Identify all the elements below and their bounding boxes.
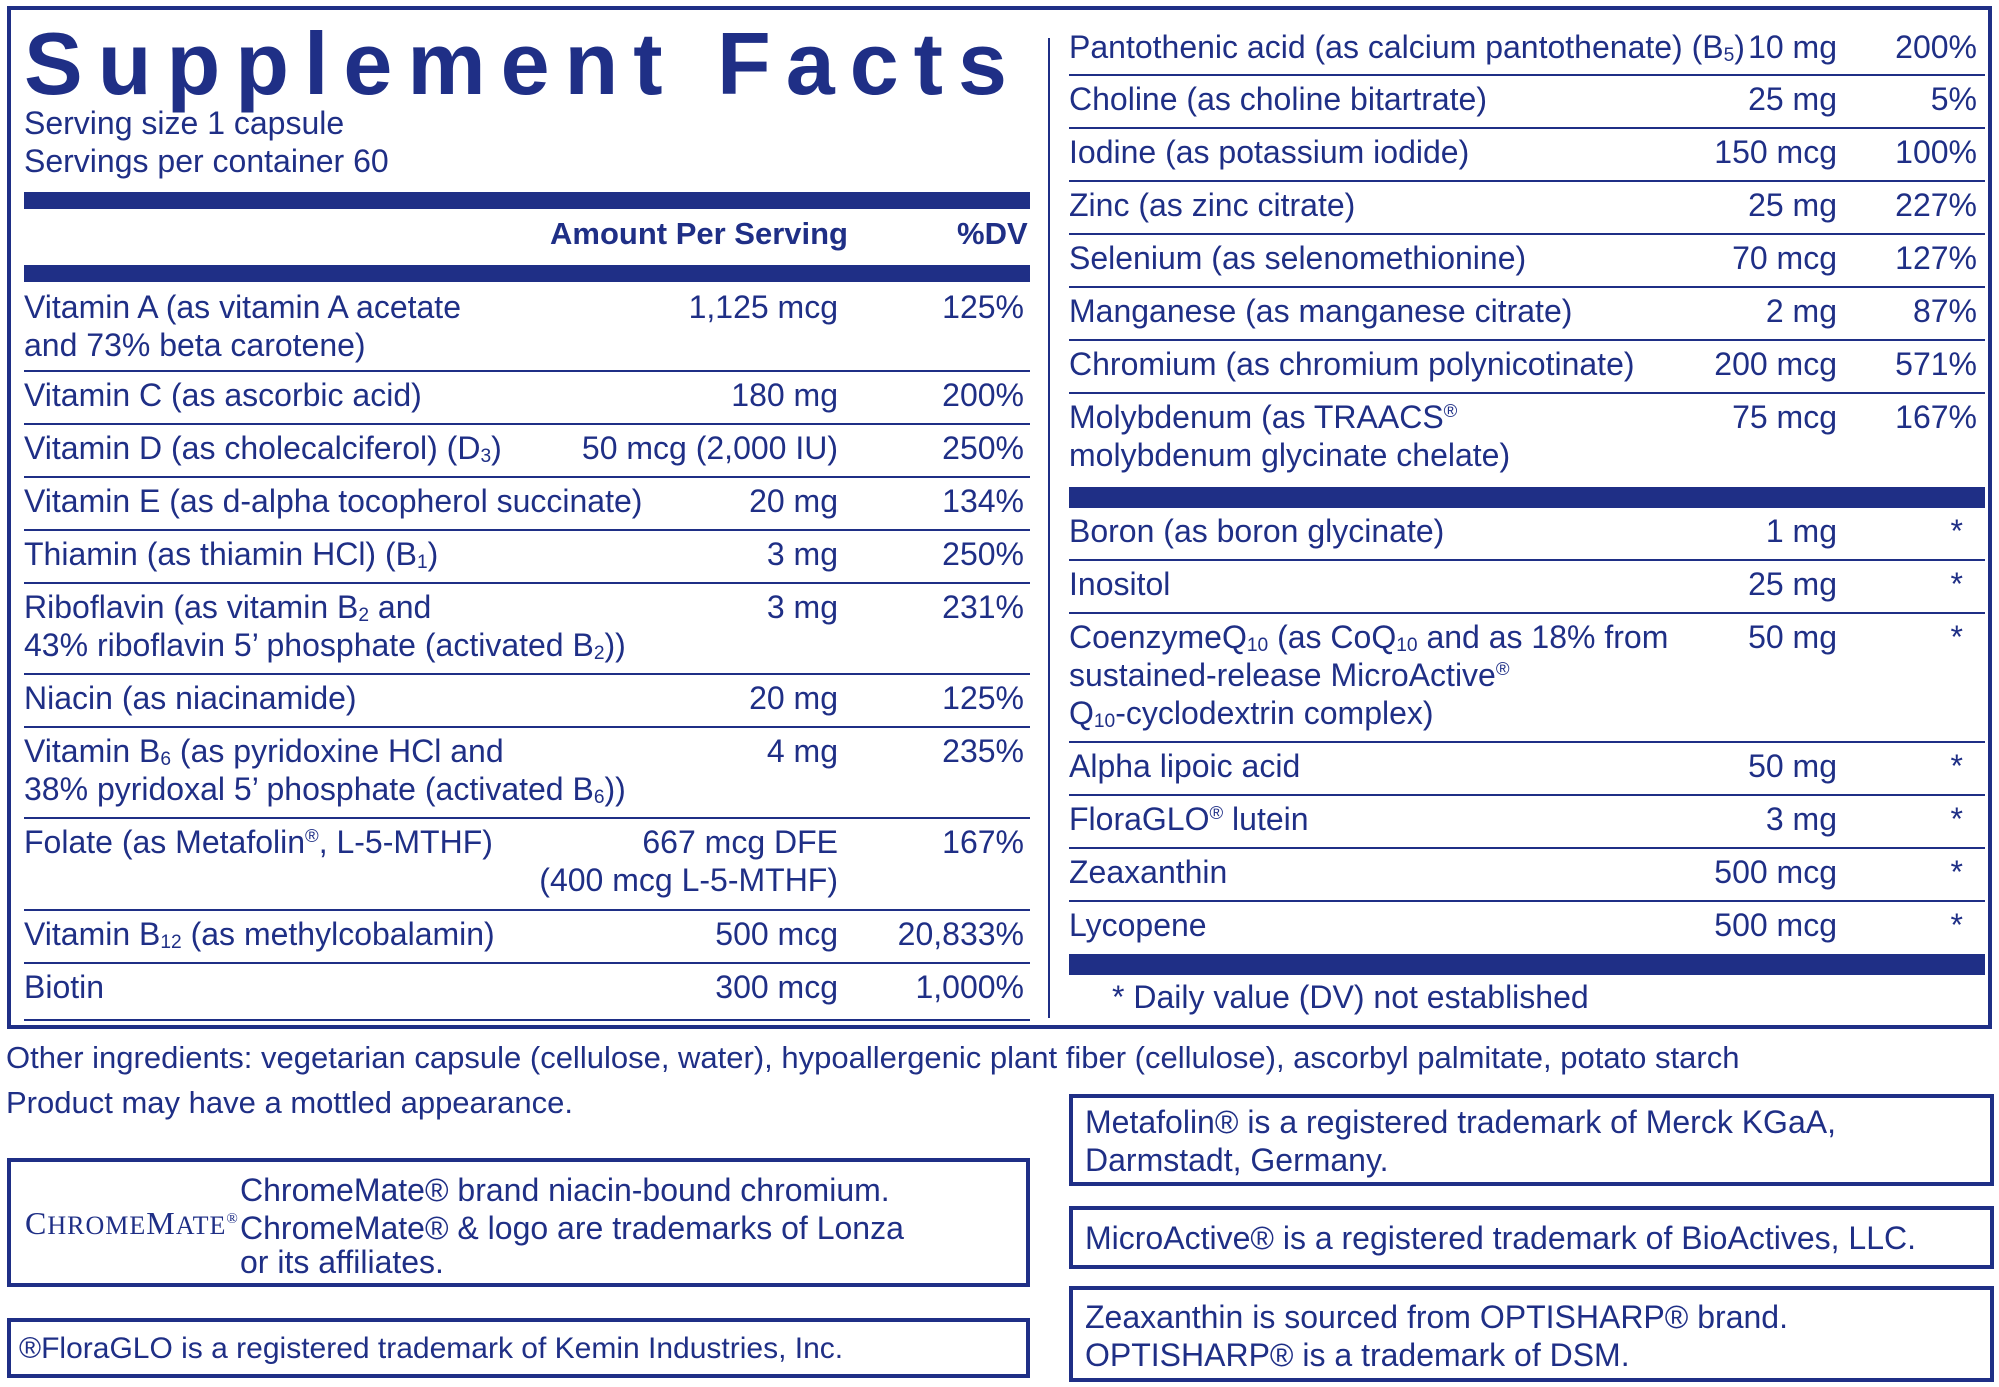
nutrient-name-subscript: 2 bbox=[358, 605, 370, 626]
nutrient-amount: 10 mg bbox=[1748, 29, 1837, 65]
nutrient-name bbox=[24, 915, 495, 953]
nutrient-name bbox=[1069, 853, 1227, 891]
nutrient-name-text: ) bbox=[491, 430, 502, 466]
nutrient-dv: 250% bbox=[942, 430, 1024, 466]
header-amount: Amount Per Serving bbox=[550, 216, 848, 251]
nutrient-name bbox=[1069, 747, 1300, 785]
nutrient-name bbox=[1069, 186, 1355, 224]
nutrient-name-text: Thiamin (as thiamin HCl) (B bbox=[24, 536, 417, 572]
nutrient-name-subscript: 10 bbox=[1246, 635, 1269, 656]
nutrient-name bbox=[24, 823, 493, 861]
metafolin-line1: Metafolin® is a registered trademark of Merck KGaA, bbox=[1085, 1104, 1836, 1140]
nutrient-dv: * bbox=[1950, 566, 1963, 602]
nutrient-name-text: and bbox=[369, 589, 432, 625]
nutrient-dv: 167% bbox=[1895, 399, 1977, 435]
nutrient-dv: * bbox=[1950, 619, 1963, 655]
nutrient-name-text: Zinc (as zinc citrate) bbox=[1069, 187, 1356, 223]
nutrient-name bbox=[1069, 618, 1668, 732]
floraglo-box bbox=[7, 1318, 1030, 1378]
zeaxanthin-box bbox=[1069, 1286, 1994, 1382]
microactive-box bbox=[1069, 1206, 1994, 1269]
nutrient-name-text: Manganese (as manganese citrate) bbox=[1069, 293, 1573, 329]
nutrient-dv: 227% bbox=[1895, 187, 1977, 223]
nutrient-dv: 125% bbox=[942, 680, 1024, 716]
chromemate-line1: ChromeMate® brand niacin-bound chromium. bbox=[240, 1172, 890, 1208]
nutrient-amount: 3 mg bbox=[766, 589, 838, 625]
floraglo-note: ®FloraGLO is a registered trademark of Kemin Industries, Inc. bbox=[19, 1332, 844, 1365]
mottled-note: Product may have a mottled appearance. bbox=[6, 1085, 573, 1120]
column-divider bbox=[1048, 38, 1050, 1018]
nutrient-name-text: Folate (as Metafolin bbox=[24, 824, 306, 860]
chromemate-line2: ChromeMate® & logo are trademarks of Lonza bbox=[240, 1210, 904, 1246]
nutrient-name-subscript: 2 bbox=[593, 643, 605, 664]
nutrient-dv: 5% bbox=[1930, 81, 1977, 117]
left-row bbox=[24, 964, 1030, 1021]
left-row bbox=[24, 728, 1030, 819]
nutrient-name-superscript: ® bbox=[1209, 802, 1224, 823]
left-row bbox=[24, 584, 1030, 675]
chromemate-line3: or its affiliates. bbox=[240, 1244, 444, 1280]
left-row bbox=[24, 372, 1030, 425]
nutrient-name-subscript: 5 bbox=[1723, 45, 1735, 66]
metafolin-box bbox=[1069, 1094, 1994, 1186]
right2-row bbox=[1069, 743, 1985, 796]
nutrient-name-text: Vitamin E (as d-alpha tocopherol succinate) bbox=[24, 483, 643, 519]
right2-row bbox=[1069, 508, 1985, 561]
nutrient-name bbox=[1069, 345, 1635, 383]
nutrient-name-text: Q bbox=[1069, 695, 1094, 731]
nutrient-name-text: Vitamin C (as ascorbic acid) bbox=[24, 377, 422, 413]
left-row bbox=[24, 531, 1030, 584]
nutrient-name-text: , L-5-MTHF) bbox=[318, 824, 493, 860]
nutrient-dv: 134% bbox=[942, 483, 1024, 519]
nutrient-dv: 200% bbox=[1895, 29, 1977, 65]
nutrient-name-text: Vitamin D (as cholecalciferol) (D bbox=[24, 430, 481, 466]
nutrient-name bbox=[1069, 28, 1745, 66]
right-row bbox=[1069, 394, 1985, 489]
nutrient-amount: 180 mg bbox=[731, 377, 838, 413]
nutrient-dv: 571% bbox=[1895, 346, 1977, 382]
nutrient-name-text: -cyclodextrin complex) bbox=[1115, 695, 1434, 731]
nutrient-amount: 4 mg bbox=[766, 733, 838, 769]
nutrient-name-text: Biotin bbox=[24, 969, 105, 1005]
serving-size: Serving size 1 capsule bbox=[24, 105, 345, 141]
nutrient-name bbox=[1069, 398, 1510, 474]
nutrient-amount: 75 mcg bbox=[1732, 399, 1837, 435]
left-row bbox=[24, 425, 1030, 478]
left-row bbox=[24, 284, 1030, 372]
nutrient-name bbox=[1069, 800, 1309, 838]
nutrient-name-text: )) bbox=[604, 627, 626, 663]
nutrient-name-subscript: 1 bbox=[416, 552, 428, 573]
nutrient-name-text: sustained-release MicroActive bbox=[1069, 657, 1496, 693]
nutrient-amount: 500 mcg bbox=[1714, 854, 1837, 890]
nutrient-name bbox=[1069, 906, 1207, 944]
nutrient-name bbox=[24, 288, 461, 364]
right-row bbox=[1069, 235, 1985, 288]
nutrient-dv: * bbox=[1950, 907, 1963, 943]
chromemate-logo: CHROMEMATE® bbox=[25, 1205, 239, 1241]
right2-row bbox=[1069, 902, 1985, 956]
nutrient-amount: 3 mg bbox=[766, 536, 838, 572]
nutrient-amount: 2 mg bbox=[1765, 293, 1837, 329]
right2-row bbox=[1069, 796, 1985, 849]
nutrient-dv: 87% bbox=[1912, 293, 1977, 329]
thick-rule-header bbox=[24, 265, 1030, 282]
nutrient-dv: 231% bbox=[942, 589, 1024, 625]
nutrient-name bbox=[1069, 239, 1526, 277]
metafolin-line2: Darmstadt, Germany. bbox=[1085, 1142, 1389, 1178]
nutrient-name-text: Boron (as boron glycinate) bbox=[1069, 513, 1445, 549]
thick-rule-right-mid bbox=[1069, 489, 1985, 508]
nutrient-name bbox=[24, 535, 438, 573]
nutrient-name-subscript: 6 bbox=[593, 787, 605, 808]
nutrient-amount: 200 mcg bbox=[1714, 346, 1837, 382]
nutrient-name bbox=[24, 968, 104, 1006]
nutrient-name-text: ) bbox=[427, 536, 439, 572]
nutrient-name bbox=[24, 376, 422, 414]
nutrient-name-text: (as pyridoxine HCl and bbox=[171, 733, 504, 769]
left-row bbox=[24, 911, 1030, 964]
nutrient-amount: 50 mg bbox=[1748, 619, 1837, 655]
nutrient-name-text: lutein bbox=[1223, 801, 1309, 837]
nutrient-dv: * bbox=[1950, 854, 1963, 890]
nutrient-name-text: Vitamin B bbox=[24, 916, 161, 952]
right-row bbox=[1069, 288, 1985, 341]
nutrient-name bbox=[24, 588, 626, 664]
nutrient-name-superscript: ® bbox=[1443, 400, 1458, 421]
nutrient-name-subscript: 10 bbox=[1093, 711, 1116, 732]
left-row bbox=[24, 478, 1030, 531]
nutrient-dv: 20,833% bbox=[897, 916, 1024, 952]
footnote-dv: * Daily value (DV) not established bbox=[1112, 979, 1589, 1015]
nutrient-name bbox=[24, 732, 626, 808]
nutrient-amount: 500 mcg bbox=[1714, 907, 1837, 943]
other-ingredients: Other ingredients: vegetarian capsule (cellulose, water), hypoallergenic plant fiber (cellulose), ascorbyl palmitate, potato starch bbox=[6, 1040, 1740, 1075]
nutrient-name-superscript: ® bbox=[305, 825, 319, 846]
nutrient-amount: 70 mcg bbox=[1732, 240, 1837, 276]
nutrient-amount: 300 mcg bbox=[715, 969, 838, 1005]
nutrient-name bbox=[1069, 133, 1469, 171]
right-row bbox=[1069, 76, 1985, 129]
nutrient-name-text: Choline (as choline bitartrate) bbox=[1069, 81, 1487, 117]
nutrient-dv: 125% bbox=[942, 289, 1024, 325]
nutrient-name-text: 43% riboflavin 5’ phosphate (activated B bbox=[24, 627, 594, 663]
servings-per-container: Servings per container 60 bbox=[24, 143, 389, 179]
nutrient-name-subscript: 12 bbox=[160, 932, 182, 953]
nutrient-amount: 20 mg bbox=[749, 483, 838, 519]
nutrient-name-text: Niacin (as niacinamide) bbox=[24, 680, 357, 716]
chromemate-box bbox=[7, 1158, 1030, 1287]
thick-rule-top bbox=[24, 192, 1030, 209]
nutrient-dv: * bbox=[1950, 748, 1963, 784]
nutrient-amount: 25 mg bbox=[1748, 187, 1837, 223]
nutrient-dv: 235% bbox=[942, 733, 1024, 769]
nutrient-amount: 500 mcg bbox=[715, 916, 838, 952]
nutrient-name-text: Molybdenum (as TRAACS bbox=[1069, 399, 1444, 435]
nutrient-dv: 200% bbox=[942, 377, 1024, 413]
right-row bbox=[1069, 182, 1985, 235]
nutrient-name-text: FloraGLO bbox=[1069, 801, 1210, 837]
nutrient-name-text: (as CoQ bbox=[1268, 619, 1397, 655]
right2-row bbox=[1069, 561, 1985, 614]
zeaxanthin-line1: Zeaxanthin is sourced from OPTISHARP® brand. bbox=[1085, 1299, 1788, 1335]
left-row bbox=[24, 675, 1030, 728]
nutrient-name-subscript: 10 bbox=[1396, 635, 1418, 656]
nutrient-name-text: Lycopene bbox=[1069, 907, 1207, 943]
nutrient-dv: 127% bbox=[1895, 240, 1977, 276]
nutrient-amount: 150 mcg bbox=[1714, 134, 1837, 170]
nutrient-name bbox=[1069, 292, 1572, 330]
nutrient-name bbox=[1069, 565, 1170, 603]
nutrient-name-text: Vitamin B bbox=[24, 733, 161, 769]
nutrient-name-text: 38% pyridoxal 5’ phosphate (activated B bbox=[24, 771, 594, 807]
nutrient-dv: 1,000% bbox=[915, 969, 1024, 1005]
nutrient-name-text: Selenium (as selenomethionine) bbox=[1069, 240, 1527, 276]
nutrient-name-text: and as 18% from bbox=[1417, 619, 1669, 655]
nutrient-name-text: molybdenum glycinate chelate) bbox=[1069, 437, 1511, 473]
nutrient-name-text: (as methylcobalamin) bbox=[181, 916, 495, 952]
nutrient-dv: * bbox=[1950, 513, 1963, 549]
right-row bbox=[1069, 24, 1985, 76]
nutrient-name bbox=[24, 429, 502, 467]
nutrient-amount: 1 mg bbox=[1765, 513, 1837, 549]
nutrient-dv: 167% bbox=[942, 824, 1024, 860]
nutrient-dv: * bbox=[1950, 801, 1963, 837]
nutrient-name-text: Zeaxanthin bbox=[1069, 854, 1228, 890]
nutrient-name-text: Pantothenic acid (as calcium pantothenate) (B bbox=[1069, 29, 1724, 65]
nutrient-amount: 25 mg bbox=[1748, 566, 1837, 602]
right-row bbox=[1069, 129, 1985, 182]
nutrient-name-subscript: 6 bbox=[160, 749, 172, 770]
nutrient-name-text: ) bbox=[1734, 29, 1745, 65]
thick-rule-right-bottom bbox=[1069, 956, 1985, 975]
right2-row bbox=[1069, 849, 1985, 902]
nutrient-name-text: Inositol bbox=[1069, 566, 1171, 602]
nutrient-name-text: CoenzymeQ bbox=[1069, 619, 1247, 655]
nutrient-name-text: Alpha lipoic acid bbox=[1069, 748, 1301, 784]
panel-title: Supplement Facts bbox=[24, 14, 1022, 113]
nutrient-name bbox=[1069, 80, 1487, 118]
nutrient-name-superscript: ® bbox=[1495, 658, 1510, 679]
nutrient-dv: 100% bbox=[1895, 134, 1977, 170]
nutrient-name bbox=[24, 482, 642, 520]
zeaxanthin-line2: OPTISHARP® is a trademark of DSM. bbox=[1085, 1337, 1630, 1373]
nutrient-amount: 667 mcg DFE (400 mcg L-5-MTHF) bbox=[539, 824, 838, 898]
nutrient-name bbox=[24, 679, 357, 717]
header-dv: %DV bbox=[957, 216, 1028, 251]
right-row bbox=[1069, 341, 1985, 394]
nutrient-amount: 3 mg bbox=[1765, 801, 1837, 837]
nutrient-name-text: Vitamin A (as vitamin A acetate bbox=[24, 289, 461, 325]
left-row bbox=[24, 819, 1030, 911]
microactive-note: MicroActive® is a registered trademark of BioActives, LLC. bbox=[1085, 1220, 1916, 1256]
nutrient-name-text: Riboflavin (as vitamin B bbox=[24, 589, 359, 625]
nutrient-name-text: and 73% beta carotene) bbox=[24, 327, 366, 363]
nutrient-dv: 250% bbox=[942, 536, 1024, 572]
nutrient-amount: 25 mg bbox=[1748, 81, 1837, 117]
nutrient-amount: 50 mg bbox=[1748, 748, 1837, 784]
right2-row bbox=[1069, 614, 1985, 743]
nutrient-amount: 50 mcg (2,000 IU) bbox=[581, 430, 838, 466]
nutrient-name-text: )) bbox=[604, 771, 626, 807]
nutrient-amount: 1,125 mcg bbox=[688, 289, 838, 325]
nutrient-name-subscript: 3 bbox=[480, 446, 492, 467]
nutrient-amount: 20 mg bbox=[749, 680, 838, 716]
nutrient-name-text: Chromium (as chromium polynicotinate) bbox=[1069, 346, 1635, 382]
nutrient-name bbox=[1069, 512, 1444, 550]
nutrient-name-text: Iodine (as potassium iodide) bbox=[1069, 134, 1470, 170]
